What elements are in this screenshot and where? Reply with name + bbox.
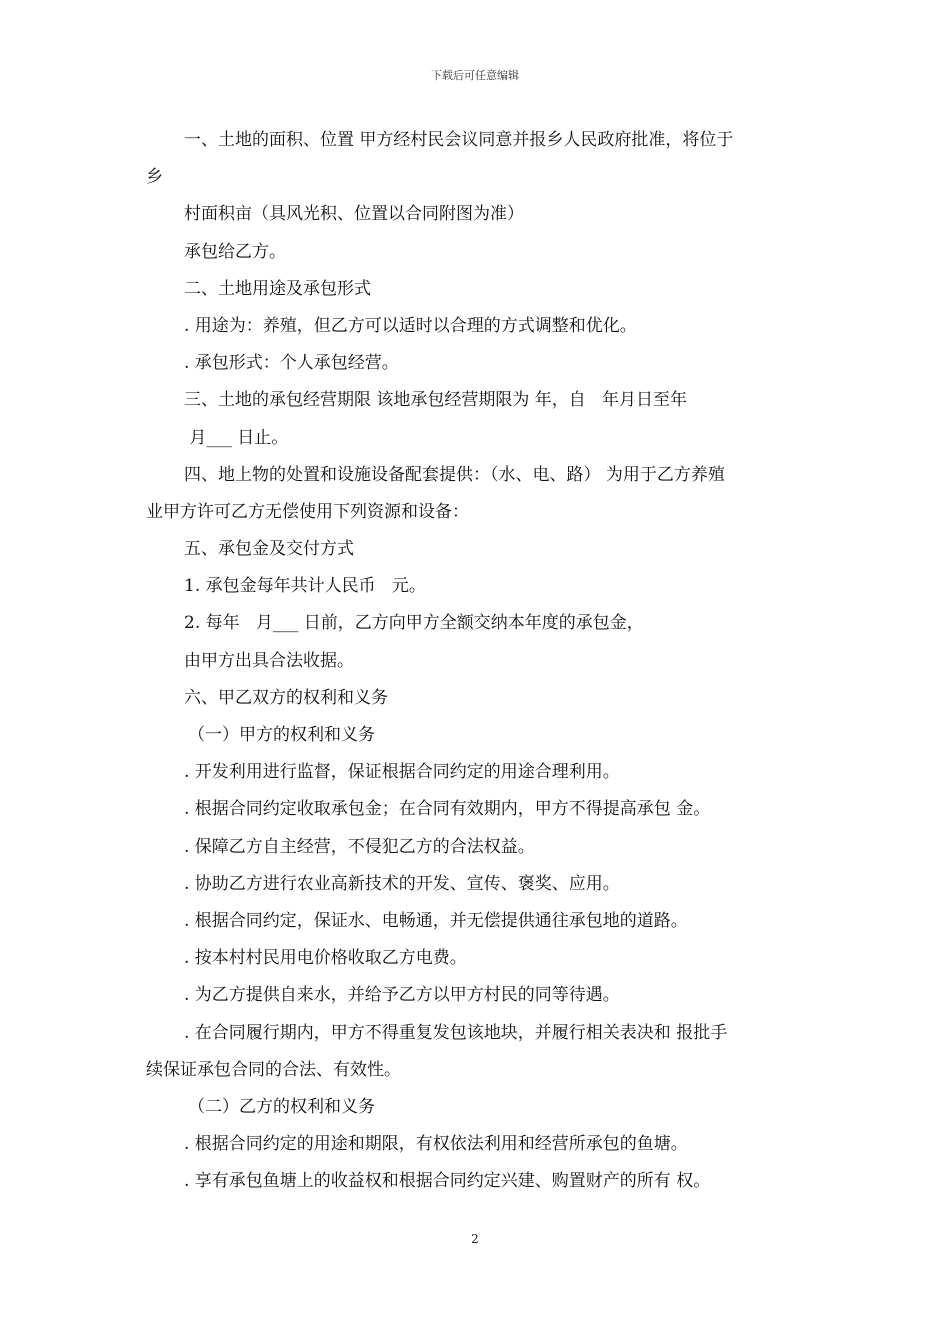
text-line: 乡 [146, 167, 163, 188]
text-line: . 保障乙方自主经营，不侵犯乙方的合法权益。 [184, 836, 535, 857]
section-heading: 二、土地用途及承包形式 [184, 278, 371, 299]
text-line: . 用途为：养殖，但乙方可以适时以合理的方式调整和优化。 [184, 315, 637, 336]
text-line: 村面积亩（具风光积、位置以合同附图为准） [184, 204, 524, 225]
text-line: 四、地上物的处置和设施设备配套提供：（水、电、路） 为用于乙方养殖 [184, 464, 725, 485]
text-line: 业甲方许可乙方无偿使用下列资源和设备： [146, 501, 469, 522]
text-line: 1. 承包金每年共计人民币 元。 [184, 576, 426, 597]
text-line: . 根据合同约定，保证水、电畅通，并无偿提供通往承包地的道路。 [184, 910, 688, 931]
subsection-heading: （二）乙方的权利和义务 [188, 1096, 375, 1117]
text-line: . 享有承包鱼塘上的收益权和根据合同约定兴建、购置财产的所有 权。 [184, 1171, 711, 1192]
subsection-heading: （一）甲方的权利和义务 [188, 725, 375, 745]
text-line: . 根据合同约定收取承包金；在合同有效期内，甲方不得提高承包 金。 [184, 799, 711, 820]
text-line: 由甲方出具合法收据。 [184, 650, 354, 671]
section-heading: 五、承包金及交付方式 [184, 539, 354, 560]
text-line: 一、土地的面积、位置 甲方经村民会议同意并报乡人民政府批准，将位于 [184, 130, 734, 150]
text-line: . 根据合同约定的用途和期限，有权依法利用和经营所承包的鱼塘。 [184, 1134, 688, 1155]
text-line: 三、土地的承包经营期限 该地承包经营期限为 年，自 年月日至年 [184, 390, 688, 411]
text-line: . 承包形式：个人承包经营。 [184, 353, 399, 374]
text-line: 月___ 日止。 [184, 427, 289, 448]
text-line: . 按本村村民用电价格收取乙方电费。 [184, 948, 467, 969]
page-header: 下载后可任意编辑 [431, 69, 519, 82]
document-body [146, 122, 808, 1200]
text-line: . 为乙方提供自来水，并给予乙方以甲方村民的同等待遇。 [184, 985, 620, 1006]
text-line: 2. 每年 月___ 日前，乙方向甲方全额交纳本年度的承包金， [184, 613, 644, 634]
section-heading: 六、甲乙双方的权利和义务 [184, 687, 388, 708]
text-line: 续保证承包合同的合法、有效性。 [146, 1059, 401, 1080]
text-line: . 开发利用进行监督，保证根据合同约定的用途合理利用。 [184, 762, 620, 783]
text-line: . 协助乙方进行农业高新技术的开发、宣传、褒奖、应用。 [184, 873, 620, 894]
page-number: 2 [471, 1232, 479, 1246]
text-line: . 在合同履行期内，甲方不得重复发包该地块，并履行相关表决和 报批手 [184, 1022, 728, 1043]
text-line: 承包给乙方。 [184, 241, 286, 262]
